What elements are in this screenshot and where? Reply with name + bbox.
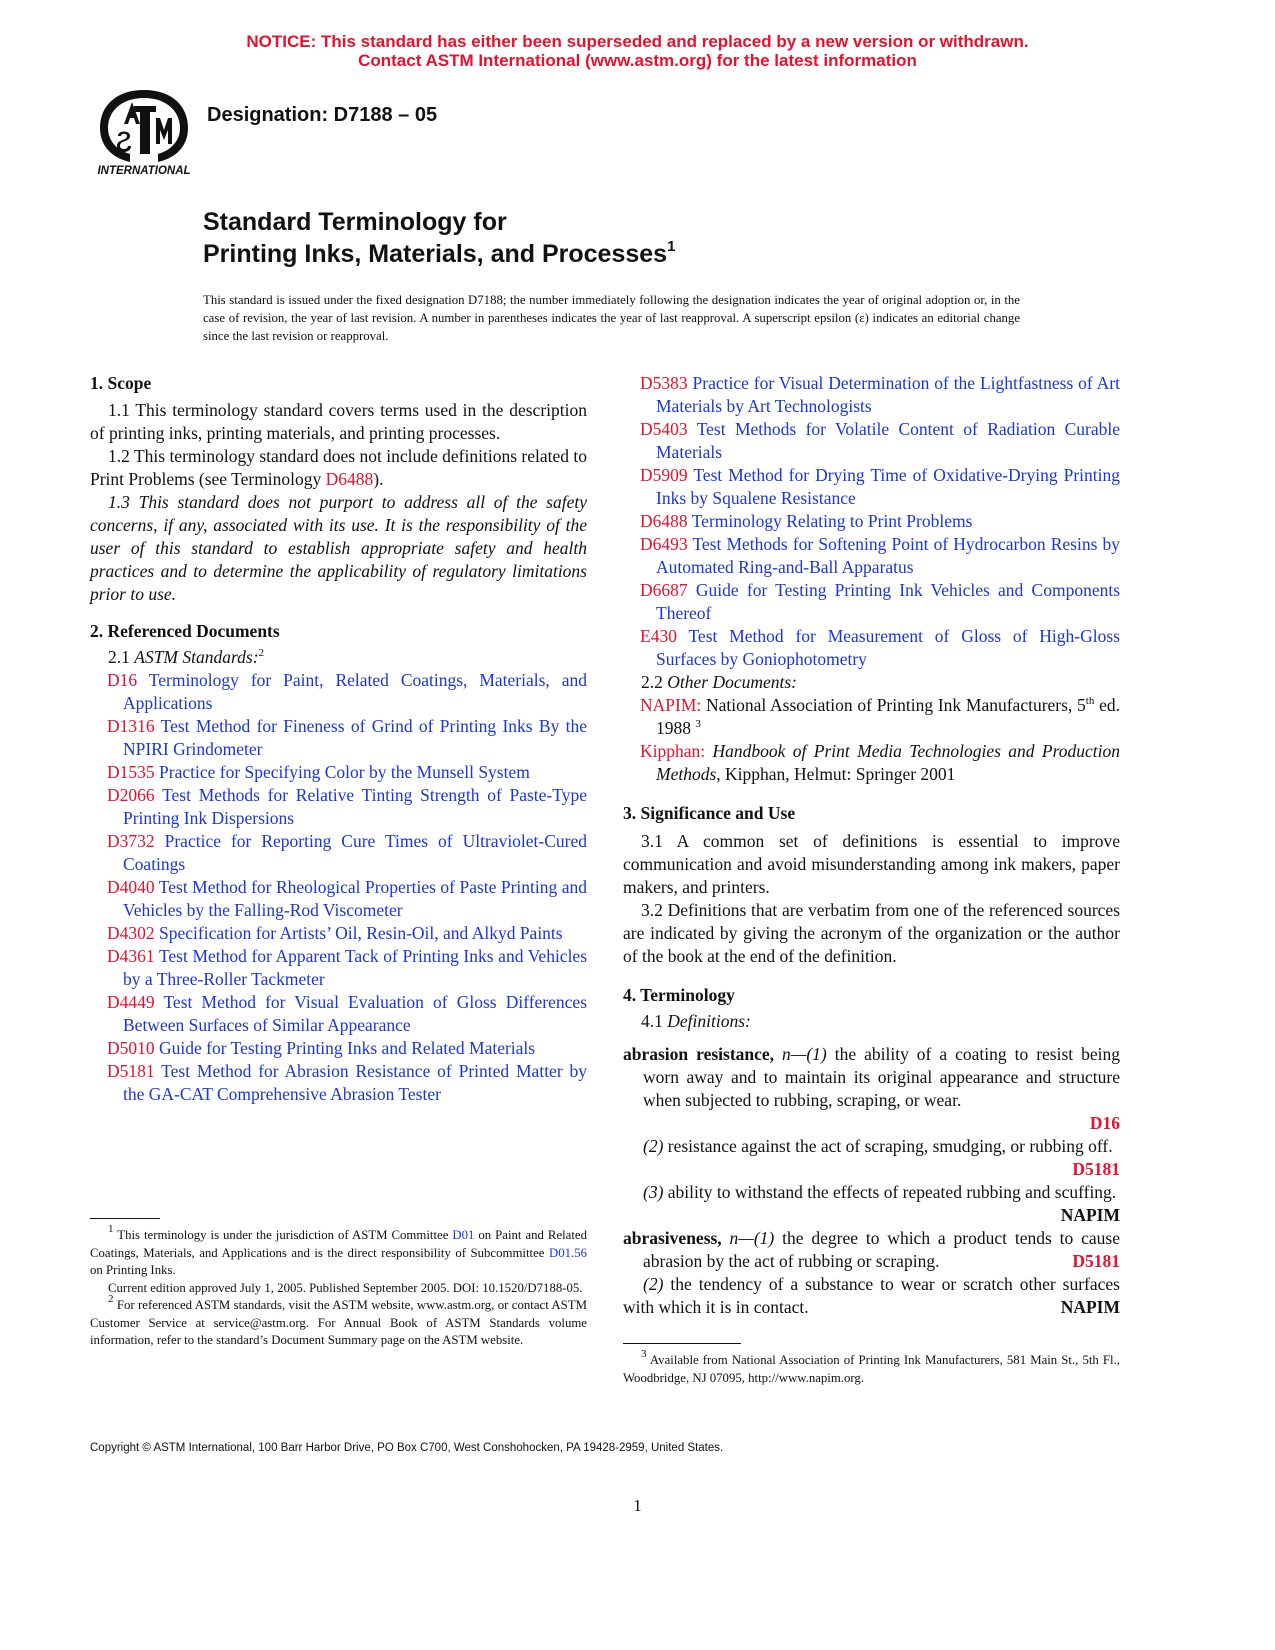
- significance-3-1: 3.1 A common set of definitions is essential to improve communication and avoid misunderstanding among ink makers, paper makers, and printers.: [623, 831, 1120, 897]
- footnote-1-edition: Current edition approved July 1, 2005. Published September 2005. DOI: 10.1520/D7188-05.: [108, 1280, 583, 1295]
- ref-d5383[interactable]: D5383 Practice for Visual Determination of the Lightfastness of Art Materials by Art Technologists: [640, 373, 1120, 416]
- ref-d4361[interactable]: D4361 Test Method for Apparent Tack of Printing Inks and Vehicles by a Three-Roller Tackmeter: [107, 946, 588, 989]
- footnote-3: $^3$ Available from National Association of Printing Ink Manufacturers, 581 Main St., 5th Fl., Woodbridge, NJ 07095, http://www.napim.org.: [623, 1348, 1120, 1385]
- ref-d5010[interactable]: D5010 Guide for Testing Printing Inks and Related Materials: [107, 1038, 536, 1058]
- astm-standards-label: 2.1 ASTM Standards:$^2$: [108, 647, 265, 667]
- notice-line-1: NOTICE: This standard has either been superseded and replaced by a new version or withdrawn.: [246, 32, 1029, 51]
- notice-banner: [0, 32, 1275, 70]
- scope-1-3: 1.3 This standard does not purport to address all of the safety concerns, if any, associated with its use. It is the responsibility of the user of this standard to establish appropriate safety and health practices and to determine the applicability of regulatory limitations prior to use.: [90, 492, 587, 604]
- terminology-heading: 4. Terminology: [623, 985, 735, 1005]
- ref-d4302[interactable]: D4302 Specification for Artists’ Oil, Resin-Oil, and Alkyd Paints: [107, 923, 563, 943]
- source-napim-2: NAPIM: [1060, 1297, 1120, 1317]
- significance-3-2: 3.2 Definitions that are verbatim from one of the referenced sources are indicated by giving the acronym of the organization or the author of the book at the end of the definition.: [623, 900, 1120, 966]
- footnote-rule-right: [623, 1343, 741, 1344]
- ref-d4040[interactable]: D4040 Test Method for Rheological Properties of Paste Printing and Vehicles by the Falling-Rod Viscometer: [107, 877, 587, 920]
- copyright-line: Copyright © ASTM International, 100 Barr Harbor Drive, PO Box C700, West Conshohocken, PA 19428-2959, United States.: [90, 1442, 724, 1454]
- scope-1-1: 1.1 This terminology standard covers terms used in the description of printing inks, printing materials, and printing processes.: [90, 400, 587, 443]
- def-abrasion-resistance-2: (2) resistance against the act of scraping, smudging, or rubbing off. D5181: [643, 1136, 1120, 1179]
- def-abrasion-resistance-3: (3) ability to withstand the effects of repeated rubbing and scuffing. NAPIM: [643, 1182, 1120, 1225]
- ref-d6488[interactable]: D6488 Terminology Relating to Print Problems: [640, 511, 973, 531]
- page-number: 1: [633, 1496, 642, 1515]
- ref-d3732[interactable]: D3732 Practice for Reporting Cure Times of Ultraviolet-Cured Coatings: [107, 831, 588, 874]
- ref-d6687[interactable]: D6687 Guide for Testing Printing Ink Vehicles and Components Thereof: [640, 580, 1121, 623]
- ref-d16[interactable]: D16 Terminology for Paint, Related Coatings, Materials, and Applications: [107, 670, 588, 713]
- logo-wordmark: INTERNATIONAL: [97, 165, 191, 177]
- astm-logo-icon: [100, 90, 188, 162]
- footnote-rule: [90, 1218, 160, 1219]
- significance-heading: 3. Significance and Use: [623, 803, 796, 823]
- document-title: [203, 206, 675, 270]
- definitions-label: 4.1 Definitions:: [641, 1011, 751, 1031]
- ref-d6493[interactable]: D6493 Test Methods for Softening Point of Hydrocarbon Resins by Automated Ring-and-Ball Apparatus: [640, 534, 1120, 577]
- scope-d6488-link[interactable]: D6488: [325, 469, 374, 489]
- ref-d4449[interactable]: D4449 Test Method for Visual Evaluation of Gloss Differences Between Surfaces of Similar Appearance: [107, 992, 588, 1035]
- ref-e430[interactable]: E430 Test Method for Measurement of Gloss of High-Gloss Surfaces by Goniophotometry: [640, 626, 1120, 669]
- committee-d01-link[interactable]: D01: [452, 1228, 475, 1242]
- subcommittee-d0156-link[interactable]: D01.56: [548, 1245, 587, 1260]
- ref-d1535[interactable]: D1535 Practice for Specifying Color by the Munsell System: [107, 762, 530, 782]
- title-footnote-mark: 1: [667, 238, 676, 255]
- footnotes-left: [90, 1218, 587, 1350]
- ref-d5181[interactable]: D5181 Test Method for Abrasion Resistance of Printed Matter by the GA-CAT Comprehensive Abrasion Tester: [107, 1061, 587, 1104]
- def-abrasion-resistance-1: abrasion resistance, n—(1) the ability of a coating to resist being worn away and to maintain its original appearance and structure when subjected to rubbing, scraping, or wear. D16: [623, 1044, 1120, 1133]
- referenced-documents-heading: 2. Referenced Documents: [90, 621, 280, 641]
- def-abrasiveness-1: abrasiveness, n—(1) the degree to which a product tends to cause abrasion by the act of rubbing or scraping. D5181: [623, 1228, 1120, 1271]
- def-abrasiveness-2: (2) the tendency of a substance to wear or scratch other surfaces with which it is in contact. NAPIM: [623, 1274, 1120, 1317]
- notice-line-2: Contact ASTM International (www.astm.org) for the latest information: [358, 51, 917, 70]
- scope-heading: 1. Scope: [90, 373, 152, 393]
- footnote-2: $^2$ For referenced ASTM standards, visit the ASTM website, www.astm.org, or contact ASTM Customer Service at service@astm.org. For Annual Book of ASTM Standards volume information, refer to the standard’s Document Summary page on the ASTM website.: [90, 1293, 587, 1347]
- ref-d1316[interactable]: D1316 Test Method for Fineness of Grind of Printing Inks By the NPIRI Grindometer: [107, 716, 588, 759]
- issuance-note: This standard is issued under the fixed designation D7188; the number immediately following the designation indicates the year of original adoption or, in the case of revision, the year of last revision. A number in parentheses indicates the year of last reapproval. A superscript epsilon (ε) indicates an editorial change since the last revision or reapproval.: [203, 293, 1020, 343]
- ref-kipphan: Kipphan: Handbook of Print Media Technologies and Production Methods, Kipphan, Helmut: Springer 2001: [640, 741, 1120, 784]
- right-column: [623, 372, 1120, 1319]
- source-napim: NAPIM: [1060, 1205, 1120, 1225]
- title-line-2: Printing Inks, Materials, and Processes$^1$: [203, 238, 676, 268]
- ref-d2066[interactable]: D2066 Test Methods for Relative Tinting Strength of Paste-Type Printing Ink Dispersions: [107, 785, 587, 828]
- source-d5181-2: D5181: [1072, 1251, 1120, 1271]
- designation: Designation: D7188 – 05: [207, 104, 438, 126]
- scope-1-2: 1.2 This terminology standard does not include definitions related to Print Problems (see Terminology D6488).: [90, 446, 587, 489]
- other-documents-label: 2.2 Other Documents:: [641, 672, 798, 692]
- title-line-1: Standard Terminology for: [203, 208, 507, 236]
- ref-d5909[interactable]: D5909 Test Method for Drying Time of Oxidative-Drying Printing Inks by Squalene Resistance: [640, 465, 1121, 508]
- ref-napim: NAPIM: National Association of Printing Ink Manufacturers, 5th ed. 1988 $^3$: [640, 695, 1120, 738]
- astm-logo: [94, 84, 194, 179]
- ref-d5403[interactable]: D5403 Test Methods for Volatile Content of Radiation Curable Materials: [640, 419, 1120, 462]
- footnotes-right: [623, 1343, 1120, 1387]
- source-d5181: D5181: [1072, 1159, 1120, 1179]
- source-d16: D16: [1089, 1113, 1120, 1133]
- left-column: [90, 372, 587, 1106]
- footnote-1: $^1$ This terminology is under the jurisdiction of ASTM Committee D01 on Paint and Related Coatings, Materials, and Applications and is the direct responsibility of Subcommittee D01.56 on Printing Inks.: [90, 1223, 587, 1277]
